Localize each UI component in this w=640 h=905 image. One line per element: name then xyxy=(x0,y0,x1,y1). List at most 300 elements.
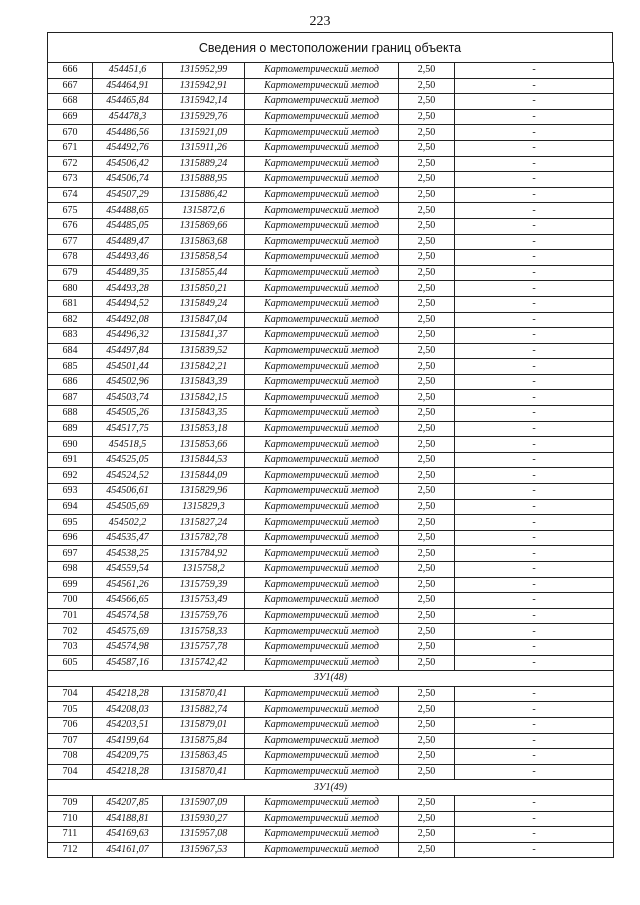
accuracy-cell: 2,50 xyxy=(399,577,455,593)
table-row xyxy=(48,187,614,203)
accuracy-cell: 2,50 xyxy=(399,390,455,406)
description-cell: - xyxy=(455,265,614,281)
table-row xyxy=(48,577,614,593)
x-coordinate-cell: 454208,03 xyxy=(93,702,163,718)
accuracy-cell: 2,50 xyxy=(399,702,455,718)
x-coordinate-cell: 454587,16 xyxy=(93,655,163,671)
table-row xyxy=(48,530,614,546)
x-coordinate-cell: 454464,91 xyxy=(93,78,163,94)
page-number: 223 xyxy=(309,14,331,29)
section-header-row xyxy=(48,780,614,796)
accuracy-cell: 2,50 xyxy=(399,94,455,110)
point-number-cell: 674 xyxy=(48,187,93,203)
point-number-cell: 690 xyxy=(48,437,93,453)
point-number-cell: 667 xyxy=(48,78,93,94)
point-number-cell: 702 xyxy=(48,624,93,640)
y-coordinate-cell: 1315853,66 xyxy=(163,437,245,453)
point-number-cell: 685 xyxy=(48,359,93,375)
method-cell: Картометрический метод xyxy=(245,187,399,203)
method-cell: Картометрический метод xyxy=(245,515,399,531)
description-cell: - xyxy=(455,795,614,811)
method-cell: Картометрический метод xyxy=(245,608,399,624)
description-cell: - xyxy=(455,702,614,718)
description-cell: - xyxy=(455,374,614,390)
point-number-cell: 670 xyxy=(48,125,93,141)
y-coordinate-cell: 1315753,49 xyxy=(163,593,245,609)
description-cell: - xyxy=(455,484,614,500)
description-cell: - xyxy=(455,499,614,515)
y-coordinate-cell: 1315952,99 xyxy=(163,63,245,79)
point-number-cell: 692 xyxy=(48,468,93,484)
method-cell: Картометрический метод xyxy=(245,639,399,655)
accuracy-cell: 2,50 xyxy=(399,437,455,453)
y-coordinate-cell: 1315850,21 xyxy=(163,281,245,297)
description-cell: - xyxy=(455,250,614,266)
point-number-cell: 679 xyxy=(48,265,93,281)
y-coordinate-cell: 1315907,09 xyxy=(163,795,245,811)
accuracy-cell: 2,50 xyxy=(399,359,455,375)
x-coordinate-cell: 454575,69 xyxy=(93,624,163,640)
y-coordinate-cell: 1315889,24 xyxy=(163,156,245,172)
table-row xyxy=(48,281,614,297)
x-coordinate-cell: 454517,75 xyxy=(93,421,163,437)
y-coordinate-cell: 1315842,21 xyxy=(163,359,245,375)
x-coordinate-cell: 454518,5 xyxy=(93,437,163,453)
description-cell: - xyxy=(455,608,614,624)
point-number-cell: 675 xyxy=(48,203,93,219)
accuracy-cell: 2,50 xyxy=(399,374,455,390)
y-coordinate-cell: 1315757,78 xyxy=(163,639,245,655)
table-row xyxy=(48,140,614,156)
y-coordinate-cell: 1315829,3 xyxy=(163,499,245,515)
x-coordinate-cell: 454506,42 xyxy=(93,156,163,172)
point-number-cell: 688 xyxy=(48,406,93,422)
accuracy-cell: 2,50 xyxy=(399,203,455,219)
section-header-row xyxy=(48,671,614,687)
method-cell: Картометрический метод xyxy=(245,218,399,234)
accuracy-cell: 2,50 xyxy=(399,312,455,328)
y-coordinate-cell: 1315784,92 xyxy=(163,546,245,562)
accuracy-cell: 2,50 xyxy=(399,296,455,312)
point-number-cell: 684 xyxy=(48,343,93,359)
accuracy-cell: 2,50 xyxy=(399,140,455,156)
table-row xyxy=(48,842,614,858)
description-cell: - xyxy=(455,733,614,749)
point-number-cell: 696 xyxy=(48,530,93,546)
description-cell: - xyxy=(455,749,614,765)
x-coordinate-cell: 454492,76 xyxy=(93,140,163,156)
y-coordinate-cell: 1315842,15 xyxy=(163,390,245,406)
accuracy-cell: 2,50 xyxy=(399,795,455,811)
y-coordinate-cell: 1315853,18 xyxy=(163,421,245,437)
description-cell: - xyxy=(455,437,614,453)
description-cell: - xyxy=(455,125,614,141)
point-number-cell: 680 xyxy=(48,281,93,297)
point-number-cell: 698 xyxy=(48,562,93,578)
x-coordinate-cell: 454489,47 xyxy=(93,234,163,250)
accuracy-cell: 2,50 xyxy=(399,562,455,578)
accuracy-cell: 2,50 xyxy=(399,156,455,172)
y-coordinate-cell: 1315758,2 xyxy=(163,562,245,578)
description-cell: - xyxy=(455,312,614,328)
accuracy-cell: 2,50 xyxy=(399,172,455,188)
point-number-cell: 666 xyxy=(48,63,93,79)
table-row xyxy=(48,203,614,219)
method-cell: Картометрический метод xyxy=(245,63,399,79)
y-coordinate-cell: 1315843,39 xyxy=(163,374,245,390)
y-coordinate-cell: 1315829,96 xyxy=(163,484,245,500)
x-coordinate-cell: 454538,25 xyxy=(93,546,163,562)
point-number-cell: 703 xyxy=(48,639,93,655)
boundary-table-sheet xyxy=(47,32,613,858)
description-cell: - xyxy=(455,109,614,125)
table-row xyxy=(48,655,614,671)
y-coordinate-cell: 1315870,41 xyxy=(163,686,245,702)
point-number-cell: 691 xyxy=(48,452,93,468)
y-coordinate-cell: 1315957,08 xyxy=(163,827,245,843)
y-coordinate-cell: 1315827,24 xyxy=(163,515,245,531)
table-row xyxy=(48,764,614,780)
accuracy-cell: 2,50 xyxy=(399,187,455,203)
x-coordinate-cell: 454525,05 xyxy=(93,452,163,468)
table-row xyxy=(48,639,614,655)
accuracy-cell: 2,50 xyxy=(399,421,455,437)
x-coordinate-cell: 454494,52 xyxy=(93,296,163,312)
point-number-cell: 605 xyxy=(48,655,93,671)
y-coordinate-cell: 1315879,01 xyxy=(163,717,245,733)
point-number-cell: 704 xyxy=(48,764,93,780)
x-coordinate-cell: 454561,26 xyxy=(93,577,163,593)
x-coordinate-cell: 454161,07 xyxy=(93,842,163,858)
y-coordinate-cell: 1315844,09 xyxy=(163,468,245,484)
y-coordinate-cell: 1315863,68 xyxy=(163,234,245,250)
description-cell: - xyxy=(455,468,614,484)
x-coordinate-cell: 454209,75 xyxy=(93,749,163,765)
point-number-cell: 695 xyxy=(48,515,93,531)
accuracy-cell: 2,50 xyxy=(399,328,455,344)
description-cell: - xyxy=(455,827,614,843)
accuracy-cell: 2,50 xyxy=(399,624,455,640)
method-cell: Картометрический метод xyxy=(245,717,399,733)
y-coordinate-cell: 1315858,54 xyxy=(163,250,245,266)
table-row xyxy=(48,218,614,234)
description-cell: - xyxy=(455,655,614,671)
point-number-cell: 678 xyxy=(48,250,93,266)
section-label: ЗУ1(48) xyxy=(48,671,614,687)
method-cell: Картометрический метод xyxy=(245,203,399,219)
description-cell: - xyxy=(455,343,614,359)
point-number-cell: 682 xyxy=(48,312,93,328)
description-cell: - xyxy=(455,562,614,578)
y-coordinate-cell: 1315911,26 xyxy=(163,140,245,156)
table-row xyxy=(48,468,614,484)
table-title: Сведения о местоположении границ объекта xyxy=(47,32,613,62)
method-cell: Картометрический метод xyxy=(245,764,399,780)
description-cell: - xyxy=(455,156,614,172)
point-number-cell: 681 xyxy=(48,296,93,312)
table-row xyxy=(48,811,614,827)
description-cell: - xyxy=(455,515,614,531)
y-coordinate-cell: 1315886,42 xyxy=(163,187,245,203)
description-cell: - xyxy=(455,406,614,422)
x-coordinate-cell: 454505,26 xyxy=(93,406,163,422)
point-number-cell: 712 xyxy=(48,842,93,858)
point-number-cell: 708 xyxy=(48,749,93,765)
table-row xyxy=(48,172,614,188)
x-coordinate-cell: 454218,28 xyxy=(93,764,163,780)
accuracy-cell: 2,50 xyxy=(399,234,455,250)
method-cell: Картометрический метод xyxy=(245,827,399,843)
accuracy-cell: 2,50 xyxy=(399,250,455,266)
method-cell: Картометрический метод xyxy=(245,484,399,500)
y-coordinate-cell: 1315855,44 xyxy=(163,265,245,281)
x-coordinate-cell: 454507,29 xyxy=(93,187,163,203)
description-cell: - xyxy=(455,78,614,94)
description-cell: - xyxy=(455,546,614,562)
boundary-coordinates-table xyxy=(47,62,614,858)
x-coordinate-cell: 454478,3 xyxy=(93,109,163,125)
accuracy-cell: 2,50 xyxy=(399,265,455,281)
description-cell: - xyxy=(455,452,614,468)
description-cell: - xyxy=(455,328,614,344)
accuracy-cell: 2,50 xyxy=(399,499,455,515)
method-cell: Картометрический метод xyxy=(245,234,399,250)
point-number-cell: 672 xyxy=(48,156,93,172)
y-coordinate-cell: 1315930,27 xyxy=(163,811,245,827)
point-number-cell: 705 xyxy=(48,702,93,718)
x-coordinate-cell: 454503,74 xyxy=(93,390,163,406)
point-number-cell: 694 xyxy=(48,499,93,515)
table-row xyxy=(48,546,614,562)
x-coordinate-cell: 454465,84 xyxy=(93,94,163,110)
description-cell: - xyxy=(455,686,614,702)
point-number-cell: 673 xyxy=(48,172,93,188)
point-number-cell: 689 xyxy=(48,421,93,437)
table-row xyxy=(48,437,614,453)
table-row xyxy=(48,374,614,390)
method-cell: Картометрический метод xyxy=(245,390,399,406)
y-coordinate-cell: 1315841,37 xyxy=(163,328,245,344)
accuracy-cell: 2,50 xyxy=(399,686,455,702)
method-cell: Картометрический метод xyxy=(245,749,399,765)
description-cell: - xyxy=(455,94,614,110)
method-cell: Картометрический метод xyxy=(245,624,399,640)
method-cell: Картометрический метод xyxy=(245,78,399,94)
description-cell: - xyxy=(455,390,614,406)
y-coordinate-cell: 1315882,74 xyxy=(163,702,245,718)
section-label: ЗУ1(49) xyxy=(48,780,614,796)
point-number-cell: 701 xyxy=(48,608,93,624)
accuracy-cell: 2,50 xyxy=(399,109,455,125)
accuracy-cell: 2,50 xyxy=(399,78,455,94)
point-number-cell: 697 xyxy=(48,546,93,562)
x-coordinate-cell: 454218,28 xyxy=(93,686,163,702)
x-coordinate-cell: 454502,2 xyxy=(93,515,163,531)
method-cell: Картометрический метод xyxy=(245,686,399,702)
description-cell: - xyxy=(455,639,614,655)
x-coordinate-cell: 454485,05 xyxy=(93,218,163,234)
method-cell: Картометрический метод xyxy=(245,546,399,562)
table-row xyxy=(48,749,614,765)
method-cell: Картометрический метод xyxy=(245,312,399,328)
method-cell: Картометрический метод xyxy=(245,452,399,468)
point-number-cell: 709 xyxy=(48,795,93,811)
description-cell: - xyxy=(455,717,614,733)
y-coordinate-cell: 1315843,35 xyxy=(163,406,245,422)
method-cell: Картометрический метод xyxy=(245,530,399,546)
table-row xyxy=(48,733,614,749)
method-cell: Картометрический метод xyxy=(245,328,399,344)
accuracy-cell: 2,50 xyxy=(399,125,455,141)
accuracy-cell: 2,50 xyxy=(399,218,455,234)
method-cell: Картометрический метод xyxy=(245,593,399,609)
description-cell: - xyxy=(455,842,614,858)
table-row xyxy=(48,265,614,281)
description-cell: - xyxy=(455,764,614,780)
method-cell: Картометрический метод xyxy=(245,172,399,188)
accuracy-cell: 2,50 xyxy=(399,749,455,765)
accuracy-cell: 2,50 xyxy=(399,546,455,562)
method-cell: Картометрический метод xyxy=(245,343,399,359)
method-cell: Картометрический метод xyxy=(245,359,399,375)
description-cell: - xyxy=(455,296,614,312)
table-row xyxy=(48,624,614,640)
x-coordinate-cell: 454486,56 xyxy=(93,125,163,141)
y-coordinate-cell: 1315929,76 xyxy=(163,109,245,125)
point-number-cell: 668 xyxy=(48,94,93,110)
table-body xyxy=(48,63,614,858)
method-cell: Картометрический метод xyxy=(245,842,399,858)
accuracy-cell: 2,50 xyxy=(399,468,455,484)
table-row xyxy=(48,452,614,468)
method-cell: Картометрический метод xyxy=(245,562,399,578)
method-cell: Картометрический метод xyxy=(245,811,399,827)
x-coordinate-cell: 454497,84 xyxy=(93,343,163,359)
accuracy-cell: 2,50 xyxy=(399,639,455,655)
method-cell: Картометрический метод xyxy=(245,655,399,671)
table-row xyxy=(48,343,614,359)
accuracy-cell: 2,50 xyxy=(399,764,455,780)
method-cell: Картометрический метод xyxy=(245,296,399,312)
y-coordinate-cell: 1315921,09 xyxy=(163,125,245,141)
description-cell: - xyxy=(455,593,614,609)
method-cell: Картометрический метод xyxy=(245,733,399,749)
x-coordinate-cell: 454169,63 xyxy=(93,827,163,843)
accuracy-cell: 2,50 xyxy=(399,484,455,500)
description-cell: - xyxy=(455,140,614,156)
y-coordinate-cell: 1315782,78 xyxy=(163,530,245,546)
x-coordinate-cell: 454493,46 xyxy=(93,250,163,266)
y-coordinate-cell: 1315869,66 xyxy=(163,218,245,234)
description-cell: - xyxy=(455,63,614,79)
accuracy-cell: 2,50 xyxy=(399,608,455,624)
y-coordinate-cell: 1315759,39 xyxy=(163,577,245,593)
y-coordinate-cell: 1315759,76 xyxy=(163,608,245,624)
description-cell: - xyxy=(455,172,614,188)
x-coordinate-cell: 454199,64 xyxy=(93,733,163,749)
point-number-cell: 693 xyxy=(48,484,93,500)
method-cell: Картометрический метод xyxy=(245,109,399,125)
x-coordinate-cell: 454492,08 xyxy=(93,312,163,328)
x-coordinate-cell: 454574,98 xyxy=(93,639,163,655)
y-coordinate-cell: 1315839,52 xyxy=(163,343,245,359)
method-cell: Картометрический метод xyxy=(245,140,399,156)
table-row xyxy=(48,125,614,141)
x-coordinate-cell: 454505,69 xyxy=(93,499,163,515)
x-coordinate-cell: 454488,65 xyxy=(93,203,163,219)
point-number-cell: 677 xyxy=(48,234,93,250)
table-row xyxy=(48,484,614,500)
x-coordinate-cell: 454566,65 xyxy=(93,593,163,609)
accuracy-cell: 2,50 xyxy=(399,811,455,827)
table-row xyxy=(48,359,614,375)
table-row xyxy=(48,717,614,733)
point-number-cell: 669 xyxy=(48,109,93,125)
method-cell: Картометрический метод xyxy=(245,468,399,484)
table-row xyxy=(48,795,614,811)
table-row xyxy=(48,296,614,312)
description-cell: - xyxy=(455,218,614,234)
table-row xyxy=(48,406,614,422)
point-number-cell: 686 xyxy=(48,374,93,390)
y-coordinate-cell: 1315888,95 xyxy=(163,172,245,188)
point-number-cell: 699 xyxy=(48,577,93,593)
point-number-cell: 707 xyxy=(48,733,93,749)
method-cell: Картометрический метод xyxy=(245,795,399,811)
table-row xyxy=(48,608,614,624)
table-row xyxy=(48,312,614,328)
table-row xyxy=(48,109,614,125)
description-cell: - xyxy=(455,234,614,250)
x-coordinate-cell: 454451,6 xyxy=(93,63,163,79)
y-coordinate-cell: 1315847,04 xyxy=(163,312,245,328)
x-coordinate-cell: 454574,58 xyxy=(93,608,163,624)
x-coordinate-cell: 454496,32 xyxy=(93,328,163,344)
table-row xyxy=(48,686,614,702)
x-coordinate-cell: 454506,61 xyxy=(93,484,163,500)
accuracy-cell: 2,50 xyxy=(399,842,455,858)
description-cell: - xyxy=(455,203,614,219)
x-coordinate-cell: 454207,85 xyxy=(93,795,163,811)
x-coordinate-cell: 454501,44 xyxy=(93,359,163,375)
accuracy-cell: 2,50 xyxy=(399,717,455,733)
table-row xyxy=(48,94,614,110)
table-row xyxy=(48,78,614,94)
description-cell: - xyxy=(455,530,614,546)
method-cell: Картометрический метод xyxy=(245,281,399,297)
table-row xyxy=(48,515,614,531)
method-cell: Картометрический метод xyxy=(245,702,399,718)
point-number-cell: 711 xyxy=(48,827,93,843)
description-cell: - xyxy=(455,624,614,640)
table-row xyxy=(48,328,614,344)
y-coordinate-cell: 1315872,6 xyxy=(163,203,245,219)
method-cell: Картометрический метод xyxy=(245,374,399,390)
method-cell: Картометрический метод xyxy=(245,125,399,141)
table-row xyxy=(48,250,614,266)
method-cell: Картометрический метод xyxy=(245,94,399,110)
method-cell: Картометрический метод xyxy=(245,421,399,437)
x-coordinate-cell: 454502,96 xyxy=(93,374,163,390)
y-coordinate-cell: 1315942,91 xyxy=(163,78,245,94)
accuracy-cell: 2,50 xyxy=(399,343,455,359)
y-coordinate-cell: 1315758,33 xyxy=(163,624,245,640)
accuracy-cell: 2,50 xyxy=(399,530,455,546)
method-cell: Картометрический метод xyxy=(245,250,399,266)
point-number-cell: 700 xyxy=(48,593,93,609)
accuracy-cell: 2,50 xyxy=(399,406,455,422)
table-row xyxy=(48,421,614,437)
